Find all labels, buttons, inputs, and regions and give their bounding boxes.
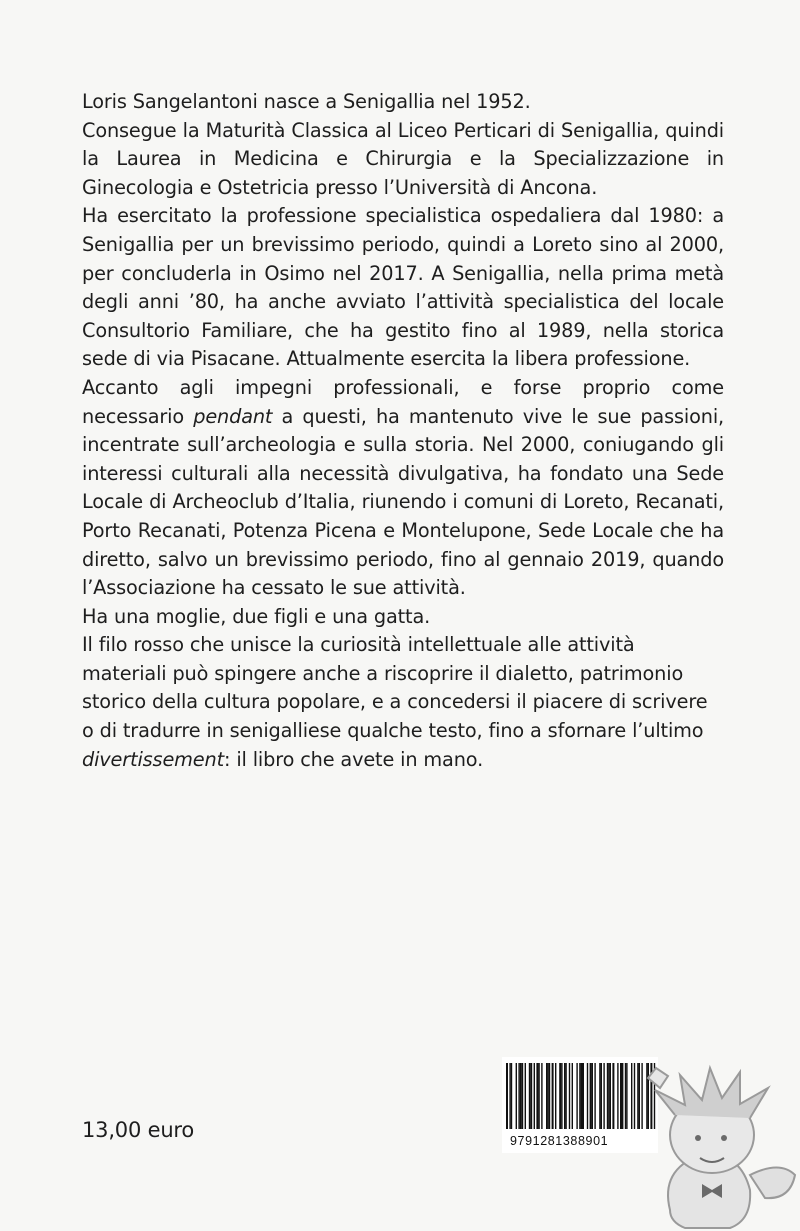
barcode-bar <box>525 1063 526 1129</box>
author-biography <box>82 88 724 774</box>
barcode-bar <box>607 1063 608 1129</box>
barcode-bar <box>541 1063 542 1129</box>
barcode-bar <box>594 1063 595 1129</box>
barcode-bar <box>631 1063 632 1129</box>
barcode-bar <box>581 1063 582 1129</box>
bio-text: a questi, ha mantenuto vive le sue passioni, incentrate sull’archeologia e sulla storia. Nel 2000, coniugando gli interessi culturali alla necessità divulgativa, ha fondato una Sede Locale di Archeoclub d’Italia, riunendo i comuni di Loreto, Recanati, Porto Recanati, Potenza Picena e Montelupone, Sede Locale che ha diretto, salvo un brevissimo periodo, fino al gennaio 2019, quando l’Associazione ha cessato le sue attività. <box>82 404 725 600</box>
barcode-bar <box>538 1063 539 1129</box>
bio-paragraph-1: Loris Sangelantoni nasce a Senigallia nel 1952. <box>82 90 531 113</box>
barcode-bar <box>612 1063 614 1129</box>
barcode-bar <box>506 1063 508 1129</box>
barcode-bar <box>561 1063 562 1129</box>
barcode-bar <box>590 1063 592 1129</box>
barcode-bar <box>603 1063 604 1129</box>
barcode-bar <box>534 1063 535 1129</box>
barcode-bar <box>592 1063 593 1129</box>
bio-italic-word: divertissement <box>82 747 224 771</box>
barcode-bar <box>529 1063 531 1129</box>
barcode-bar <box>599 1063 600 1129</box>
barcode-bar <box>637 1063 638 1129</box>
barcode-bar <box>620 1063 622 1129</box>
bio-paragraph-5: Ha una moglie, due figli e una gatta. <box>82 604 431 628</box>
barcode-bar <box>516 1063 517 1129</box>
barcode-bar <box>608 1063 609 1129</box>
barcode-bar <box>549 1063 550 1129</box>
barcode-bar <box>565 1063 566 1129</box>
barcode-bar <box>546 1063 547 1129</box>
barcode-bar <box>576 1063 577 1129</box>
bio-text: Il filo rosso che unisce la curiosità intellettuale alle attività materiali può spingere anche a riscoprire il dialetto, patrimonio storico della cultura popolare, e a concedersi il piacere di scrivere o di tradurre in senigalliese qualche testo, fino a sfornare l’ultimo <box>82 633 708 743</box>
barcode-bar <box>518 1063 519 1129</box>
barcode-bar <box>511 1063 512 1129</box>
barcode-bar <box>587 1063 588 1129</box>
isbn-barcode <box>502 1057 658 1153</box>
barcode-bars <box>502 1057 658 1133</box>
bio-text: : il libro che avete in mano. <box>224 747 484 771</box>
barcode-bar <box>601 1063 602 1129</box>
barcode-bar <box>531 1063 532 1129</box>
barcode-bar <box>552 1063 554 1129</box>
bio-paragraph-4 <box>82 374 724 603</box>
barcode-bar <box>520 1063 521 1129</box>
barcode-bar <box>634 1063 635 1129</box>
bio-italic-word: pendant <box>193 404 273 428</box>
cartoon-mascot-icon <box>640 1060 800 1230</box>
bio-paragraph-2: Consegue la Maturità Classica al Liceo Perticari di Senigallia, quindi la Laurea in Medicina e Chirurgia e la Specializzazione in Ginecologia e Ostetricia presso l’Università di Ancona. <box>82 118 724 199</box>
barcode-bar <box>555 1063 556 1129</box>
barcode-bar <box>569 1063 570 1129</box>
bio-paragraph-6 <box>82 631 724 774</box>
barcode-bar <box>625 1063 626 1129</box>
barcode-bar <box>582 1063 584 1129</box>
bio-text: Accanto agli impegni professionali, e forse proprio come necessario <box>82 375 724 428</box>
barcode-bar <box>559 1063 561 1129</box>
barcode-bar <box>579 1063 580 1129</box>
barcode-bar <box>547 1063 548 1129</box>
barcode-bar <box>622 1063 623 1129</box>
barcode-bar <box>572 1063 573 1129</box>
barcode-bar <box>536 1063 538 1129</box>
barcode-bar <box>509 1063 510 1129</box>
barcode-bar <box>521 1063 523 1129</box>
barcode-bar <box>617 1063 618 1129</box>
barcode-bar <box>564 1063 565 1129</box>
isbn-number: 9791281388901 <box>510 1134 609 1148</box>
price-label: 13,00 euro <box>82 1118 195 1142</box>
barcode-bar <box>610 1063 611 1129</box>
barcode-bar <box>626 1063 627 1129</box>
bio-paragraph-3: Ha esercitato la professione specialistica ospedaliera dal 1980: a Senigallia per un brevissimo periodo, quindi a Loreto sino al 2000, per concluderla in Osimo nel 2017. A Senigallia, nella prima metà degli anni ’80, ha anche avviato l’attività specialistica del locale Consultorio Familiare, che ha gestito fino al 1989, nella storica sede di via Pisacane. Attualmente esercita la libera professione. <box>82 204 724 371</box>
